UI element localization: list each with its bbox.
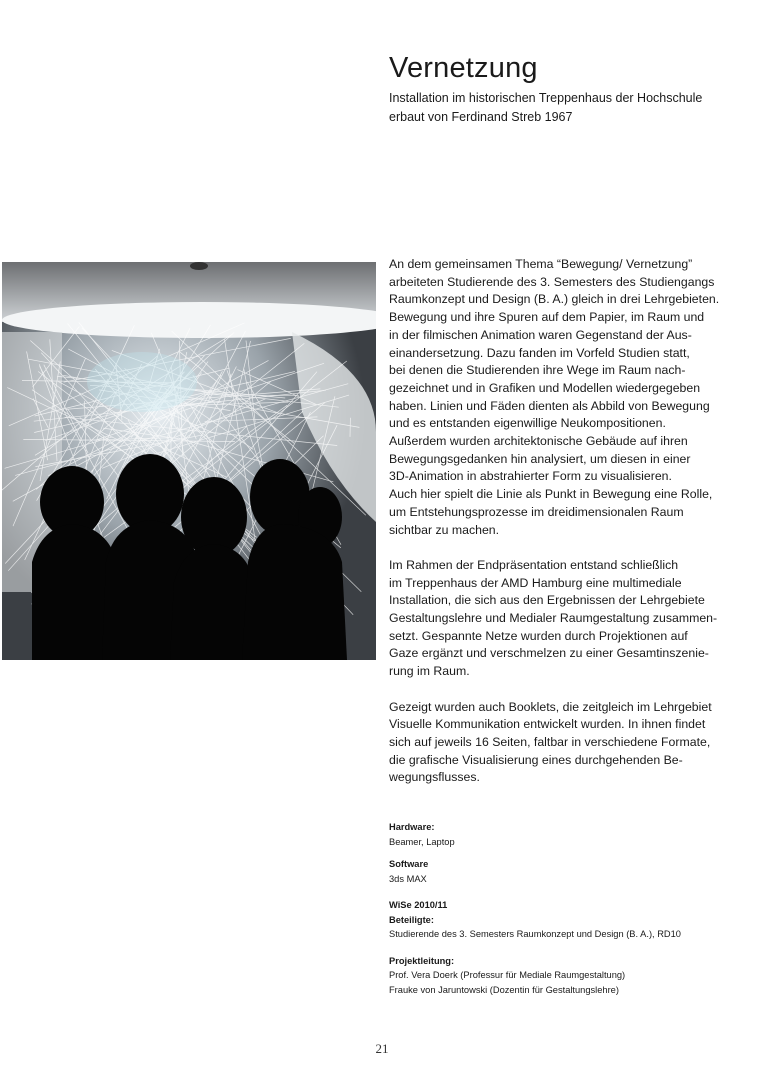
text-line: rung im Raum. (389, 664, 470, 679)
subtitle-line: erbaut von Ferdinand Streb 1967 (389, 109, 573, 124)
text-line: arbeiteten Studierende des 3. Semesters des Studiengangs (389, 274, 715, 289)
text-line: die grafische Visualisierung eines durchgehenden Be- (389, 752, 683, 767)
subtitle-line: Installation im historischen Treppenhaus der Hochschule (389, 91, 703, 105)
paragraph (389, 557, 729, 681)
text-line: Außerdem wurden architektonische Gebäude auf ihren (389, 434, 688, 449)
body-text (389, 256, 729, 787)
lead-block (389, 954, 729, 998)
installation-photo (2, 262, 376, 660)
text-line: sich auf jeweils 16 Seiten, faltbar in verschiedene Formate, (389, 734, 711, 749)
text-line: Raumkonzept und Design (B. A.) gleich in drei Lehrgebieten. (389, 292, 720, 307)
hardware-block (389, 820, 729, 849)
software-label: Software (389, 859, 429, 869)
text-line: im Treppenhaus der AMD Hamburg eine multimediale (389, 575, 682, 590)
text-line: Gaze ergänzt und verschmelzen zu einer Gesamtinszenie- (389, 646, 709, 661)
participants-value: Studierende des 3. Semesters Raumkonzept und Design (B. A.), RD10 (389, 929, 681, 939)
paragraph (389, 256, 729, 539)
text-line: 3D-Animation in abstrahierter Form zu visualisieren. (389, 469, 672, 484)
hardware-value: Beamer, Laptop (389, 836, 455, 847)
text-line: wegungsflusses. (389, 770, 480, 785)
lead-line: Prof. Vera Doerk (Professur für Mediale Raumgestaltung) (389, 970, 626, 980)
semester-label: WiSe 2010/11 (389, 900, 448, 910)
text-line: Gestaltungslehre und Medialer Raumgestaltung zusammen- (389, 611, 718, 626)
project-details (389, 820, 729, 997)
lead-label: Projektleitung: (389, 955, 455, 966)
text-line: setzt. Gespannte Netze wurden durch Projektionen auf (389, 628, 688, 643)
text-line: Bewegungsgedanken hin analysiert, um diesen in einer (389, 451, 691, 466)
text-line: Installation, die sich aus den Ergebnissen der Lehrgebiete (389, 593, 705, 608)
text-line: bei denen die Studierenden ihre Wege im Raum nach- (389, 363, 686, 378)
paragraph (389, 699, 729, 788)
page-title: Vernetzung (389, 52, 538, 84)
text-line: Gezeigt wurden auch Booklets, die zeitgleich im Lehrgebiet (389, 699, 712, 714)
lead-line: Frauke von Jaruntowski (Dozentin für Gestaltungslehre) (389, 984, 619, 995)
text-line: Visuelle Kommunikation entwickelt wurden. In ihnen findet (389, 717, 706, 732)
page-number: 21 (375, 1041, 389, 1056)
software-value: 3ds MAX (389, 873, 427, 884)
text-line: in der filmischen Animation waren Gegenstand der Aus- (389, 327, 692, 342)
participants-block (389, 898, 729, 942)
text-line: haben. Linien und Fäden dienten als Abbild von Bewegung (389, 398, 710, 413)
text-line: An dem gemeinsamen Thema “Bewegung/ Vernetzung” (389, 257, 693, 271)
text-line: sichtbar zu machen. (389, 522, 500, 537)
subtitle (389, 89, 702, 126)
text-line: um Entstehungsprozesse im dreidimensionalen Raum (389, 504, 684, 519)
software-block (389, 857, 729, 886)
text-line: Bewegung und ihre Spuren auf dem Papier, im Raum und (389, 310, 705, 325)
text-line: gezeichnet und in Grafiken und Modellen wiedergegeben (389, 380, 701, 395)
participants-label: Beteiligte: (389, 914, 434, 925)
hardware-label: Hardware: (389, 822, 435, 832)
text-line: und es entstanden eigenwillige Neukompositionen. (389, 416, 666, 431)
text-line: einandersetzung. Dazu fanden im Vorfeld Studien statt, (389, 345, 690, 360)
text-line: Im Rahmen der Endpräsentation entstand schließlich (389, 557, 679, 572)
text-line: Auch hier spielt die Linie als Punkt in Bewegung eine Rolle, (389, 487, 713, 502)
